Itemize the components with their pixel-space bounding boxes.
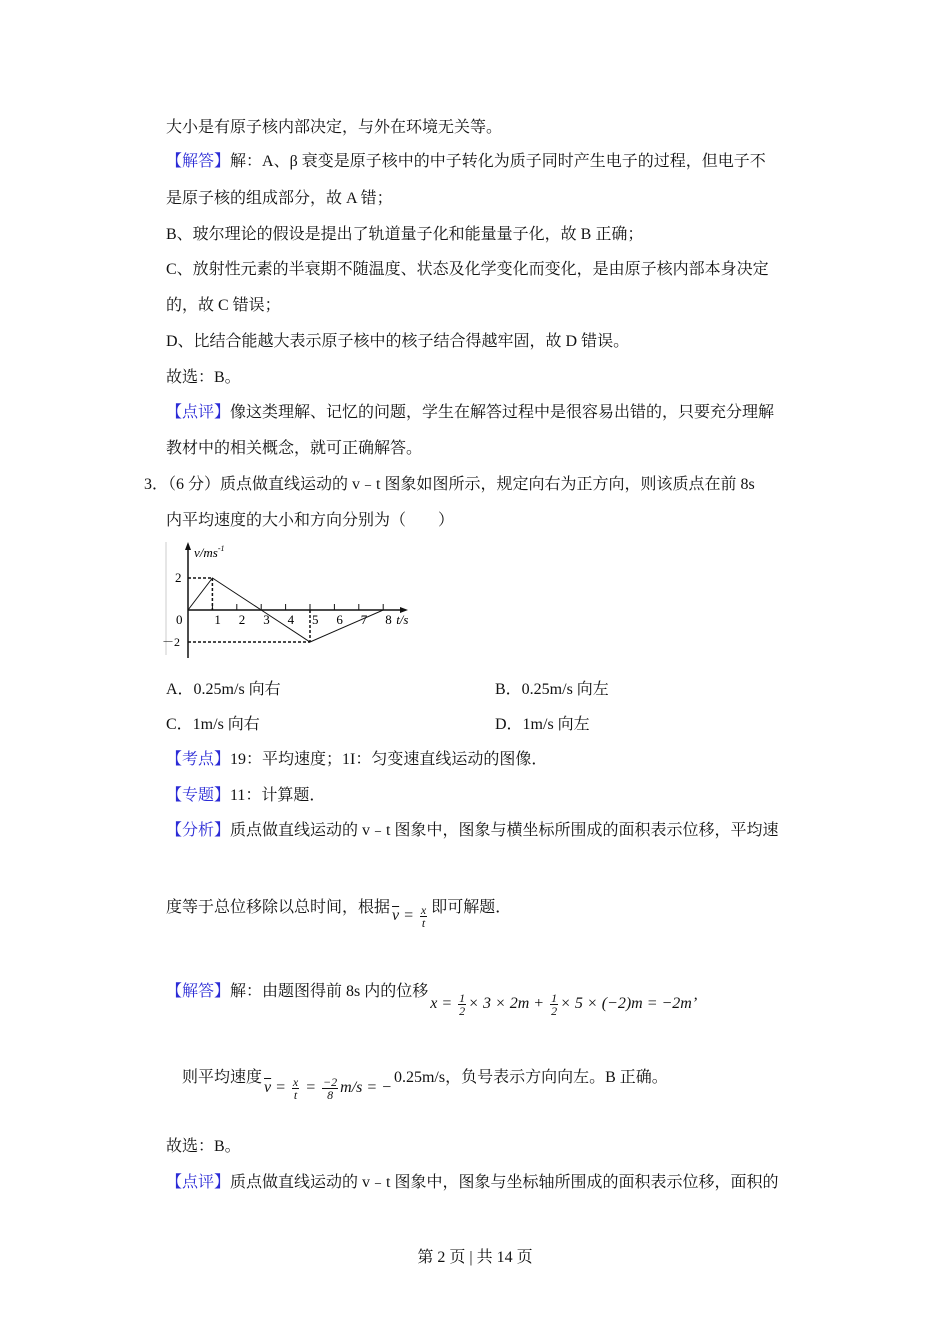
option-a[interactable]: A．0.25m/s 向右 (166, 681, 281, 698)
zhuanti-tag: 【专题】 (166, 787, 231, 804)
text: 11：计算题． (230, 787, 326, 804)
review-para (166, 403, 774, 423)
formula-v-x-over-t: $\overline{v}$ = $\frac{x}{t}$ (392, 903, 427, 930)
text: 度等于总位移除以总时间，根据 (166, 899, 391, 917)
kaodian-para (166, 750, 547, 770)
y-axis-arrow-icon (185, 542, 191, 550)
fenxi-tag: 【分析】 (166, 822, 231, 839)
y-tick-label: －2 (162, 635, 181, 649)
text-line: B、玻尔理论的假设是提出了轨道量子化和能量量子化，故 B 正确； (166, 226, 644, 243)
y-axis-label-sup: -1 (217, 544, 225, 553)
jieda-tag: 【解答】 (166, 983, 231, 1001)
x-tick-label: 1 (214, 612, 221, 627)
dianping-tag: 【点评】 (166, 1174, 231, 1191)
vt-graph (160, 540, 430, 660)
question-number: 3． (144, 476, 169, 493)
text: 即可解题． (431, 899, 512, 917)
text: （6 分）质点做直线运动的 v﹣t 图象如图所示，规定向右为正方向，则该质点在前 8s (168, 476, 755, 493)
x-tick-label: 6 (336, 612, 343, 627)
formula-average-velocity: $\overline{v}$ = $\frac{x}{t}$ = $\frac{-2}{8}$ m/s = − (264, 1075, 392, 1102)
y-axis-label (194, 544, 225, 560)
x-tick-label: 8 (385, 612, 392, 627)
x-axis-label: t/s (396, 612, 409, 627)
option-c[interactable]: C．1m/s 向右 (166, 716, 260, 733)
text-line (182, 1066, 668, 1102)
x-tick-label: 3 (263, 612, 270, 627)
text: 19：平均速度；1I：匀变速直线运动的图像． (230, 751, 548, 768)
fenxi-para (166, 821, 778, 841)
text-line (166, 896, 512, 930)
text-line: 故选：B。 (166, 369, 241, 386)
x-tick-label: 5 (312, 612, 319, 627)
kaodian-tag: 【考点】 (166, 751, 231, 768)
text-line: 是原子核的组成部分，故 A 错； (166, 190, 393, 207)
text: 解：由题图得前 8s 内的位移 (230, 983, 429, 1001)
text: 解：A、β 衰变是原子核中的中子转化为质子同时产生电子的过程，但电子不 (230, 153, 766, 170)
x-tick-label: 2 (238, 612, 246, 627)
answer-para (166, 152, 766, 172)
text-line: 教材中的相关概念，就可正确解答。 (166, 440, 423, 457)
y-axis-label-text: v/ms (194, 545, 218, 560)
text: 则平均速度 (182, 1069, 263, 1087)
text-line: 故选：B。 (166, 1138, 241, 1155)
text: 质点做直线运动的 v﹣t 图象中，图象与坐标轴所围成的面积表示位移，面积的 (230, 1174, 779, 1191)
formula-displacement: x = $\frac{1}{2}$ × 3 × 2m + $\frac{1}{2}$ × 5 × (−2)m = −2m’ (430, 991, 698, 1018)
x-tick-label: 7 (360, 612, 368, 627)
x-tick-label: 4 (287, 612, 295, 627)
answer-tag: 【解答】 (166, 153, 231, 170)
text-line: 大小是有原子核内部决定，与外在环境无关等。 (166, 119, 503, 136)
review-tag: 【点评】 (166, 404, 231, 421)
text: 像这类理解、记忆的问题，学生在解答过程中是很容易出错的，只要充分理解 (230, 404, 775, 421)
dianping-para (166, 1173, 778, 1193)
zhuanti-para (166, 786, 325, 806)
option-d[interactable]: D．1m/s 向左 (495, 716, 590, 733)
jieda-para (166, 980, 699, 1018)
y-tick-label: 2 (175, 570, 182, 585)
text-line: C、放射性元素的半衰期不随温度、状态及化学变化而变化，是由原子核内部本身决定 (166, 261, 769, 278)
question-stem (144, 475, 755, 495)
option-b[interactable]: B．0.25m/s 向左 (495, 681, 609, 698)
text-line: 内平均速度的大小和方向分别为（ ） (166, 512, 455, 529)
text: 质点做直线运动的 v﹣t 图象中，图象与横坐标所围成的面积表示位移，平均速 (230, 822, 779, 839)
text-line: 的，故 C 错误； (166, 297, 281, 314)
text: 0.25m/s，负号表示方向向左。B 正确。 (393, 1069, 668, 1087)
page-footer: 第 2 页 | 共 14 页 (417, 1249, 533, 1266)
origin-label: 0 (176, 612, 183, 627)
text-line: D、比结合能越大表示原子核中的核子结合得越牢固，故 D 错误。 (166, 333, 630, 350)
